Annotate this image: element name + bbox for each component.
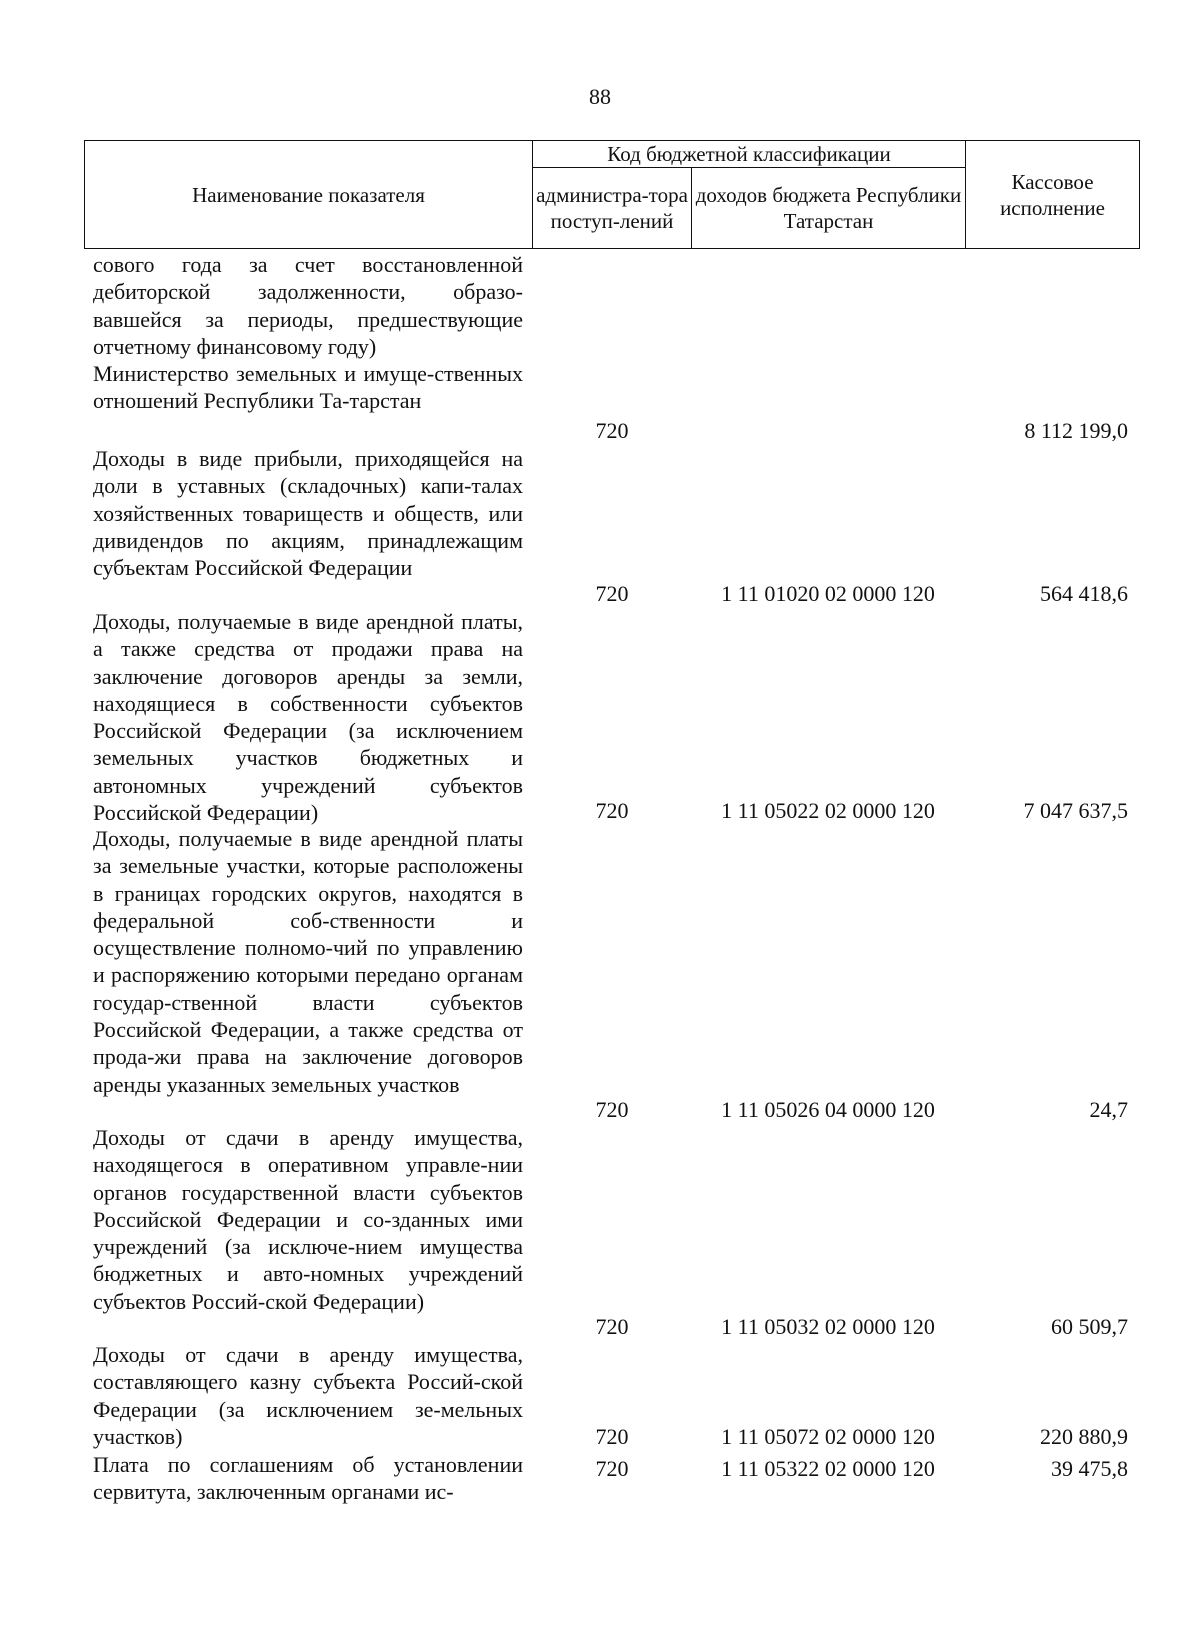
row-amount: 7 047 637,5: [1023, 797, 1128, 823]
row-description: Доходы, получаемые в виде арендной платы, а также средства от продажи права на заключение договоров аренды за земли, находящиеся в собственности субъектов Российской Федерации (за исключением земельных участков бюджетных и автономных учреждений субъектов Российской Федерации): [93, 609, 523, 826]
page-number: 88: [589, 84, 611, 109]
row-description: Доходы в виде прибыли, приходящейся на доли в уставных (складочных) капи-талах хозяйственных товариществ и обществ, или дивидендов по акциям, принадлежащим субъектам Российской Федерации: [93, 446, 523, 581]
row-administrator: 720: [595, 580, 629, 606]
row-amount: 39 475,8: [1051, 1456, 1128, 1481]
row-income-code: 1 11 01020 02 0000 120: [721, 580, 935, 606]
table-row: [0, 608, 1200, 824]
row-income-code: 1 11 05072 02 0000 120: [721, 1423, 935, 1449]
row-administrator: 720: [595, 1096, 629, 1122]
row-administrator: 720: [595, 1456, 629, 1481]
row-description: Доходы от сдачи в аренду имущества, составляющего казну субъекта Россий-ской Федерации (за исключением зе-мельных участков): [93, 1342, 523, 1449]
table-header: [84, 140, 1140, 249]
row-administrator: 720: [595, 417, 629, 443]
row-income-code: 1 11 05026 04 0000 120: [721, 1096, 935, 1122]
row-description: Министерство земельных и имуще-ственных отношений Республики Та-тарстан: [93, 361, 523, 414]
table-row: [0, 1341, 1200, 1450]
row-income-code: 1 11 05022 02 0000 120: [721, 797, 935, 823]
row-amount: 60 509,7: [1051, 1313, 1128, 1339]
row-amount: 564 418,6: [1040, 580, 1128, 606]
table-row: [0, 1124, 1200, 1340]
row-amount: 24,7: [1089, 1096, 1128, 1122]
row-amount: 8 112 199,0: [1024, 417, 1128, 443]
header-name: Наименование показателя: [85, 141, 533, 248]
header-administrator: администра-тора поступ-лений: [533, 168, 692, 248]
table-row: [0, 445, 1200, 607]
row-description: Доходы от сдачи в аренду имущества, находящегося в оперативном управле-нии органов государственной власти субъектов Российской Федерации и со-зданных ими учреждений (за исключе-нием имущества бюджетных и авто-номных учреждений субъектов Россий-ской Федерации): [93, 1125, 523, 1314]
table-row: [0, 825, 1200, 1123]
row-income-code: 1 11 05322 02 0000 120: [721, 1456, 935, 1481]
header-income-code: доходов бюджета Республики Татарстан: [692, 168, 966, 248]
header-classification-code: Код бюджетной классификации: [533, 141, 966, 168]
row-income-code: 1 11 05032 02 0000 120: [721, 1313, 935, 1339]
table-row: [0, 360, 1200, 444]
row-administrator: 720: [595, 1423, 629, 1449]
row-description: Плата по соглашениям об установлении сервитута, заключенным органами ис-: [93, 1452, 523, 1505]
header-cash-execution: Кассовое исполнение: [1000, 169, 1105, 220]
table-row: [0, 1451, 1200, 1507]
row-amount: 220 880,9: [1040, 1423, 1128, 1449]
row-description: сового года за счет восстановленной дебиторской задолженности, образо-вавшейся за периоды, предшествующие отчетному финансовому году): [93, 252, 523, 359]
row-administrator: 720: [595, 1313, 629, 1339]
table-body: [0, 251, 1200, 1508]
row-administrator: 720: [595, 797, 629, 823]
table-row: [0, 251, 1200, 359]
row-description: Доходы, получаемые в виде арендной платы за земельные участки, которые расположены в границах городских округов, находятся в федеральной соб-ственности и осуществление полномо-чий по управлению и распоряжению которыми передано органам государ-ственной власти субъектов Российской Федерации, а также средства от прода-жи права на заключение договоров аренды указанных земельных участков: [93, 826, 523, 1097]
